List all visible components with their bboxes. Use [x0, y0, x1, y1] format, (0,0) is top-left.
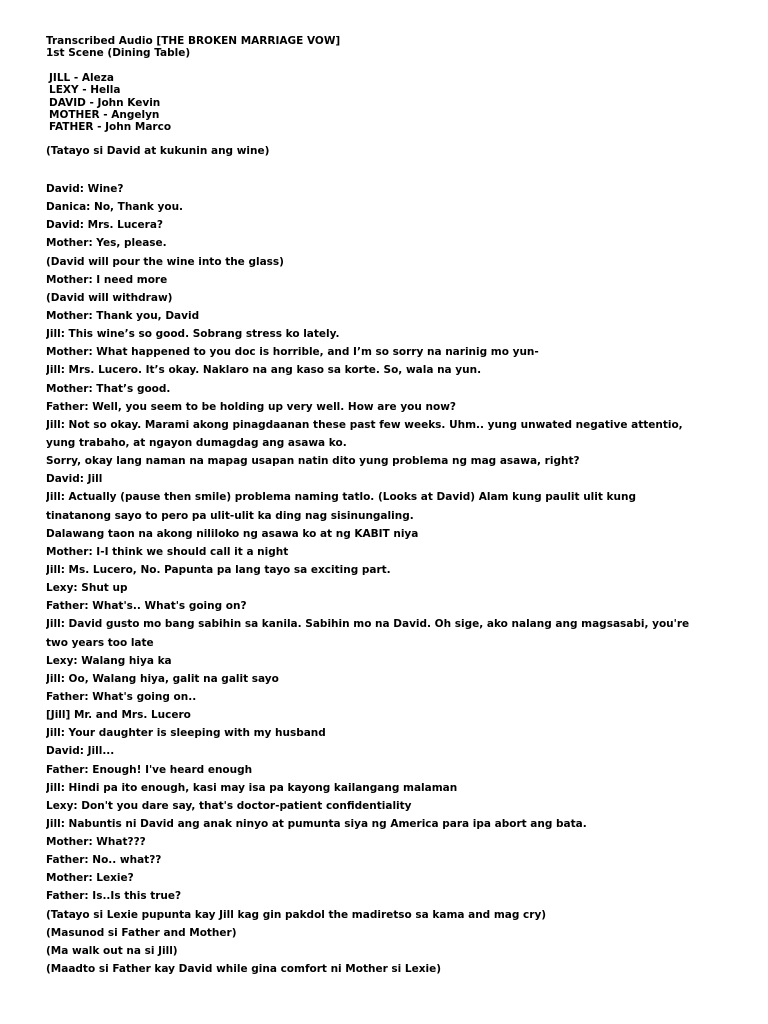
script-line: Father: Is..Is this true?	[46, 890, 182, 903]
script-line: David: Jill...	[46, 745, 115, 758]
script-line: Jill: Nabuntis ni David ang anak ninyo at pumunta siya ng America para ipa abort ang bata.	[46, 817, 587, 830]
script-line: yung trabaho, at ngayon dumagdag ang asawa ko.	[46, 436, 347, 449]
script-line: Mother: Thank you, David	[46, 309, 200, 322]
script-line: Jill: This wine’s so good. Sobrang stress ko lately.	[46, 328, 340, 341]
script-line: Father: Well, you seem to be holding up very well. How are you now?	[46, 400, 456, 413]
stage-direction-line: (Tatayo si Lexie pupunta kay Jill kag gin pakdol the madiretso sa kama and mag cry)	[46, 908, 547, 921]
cast-item: JILL - Aleza	[49, 72, 114, 84]
cast-item: MOTHER - Angelyn	[49, 108, 160, 121]
script-line: Dalawang taon na akong nililoko ng asawa ko at ng KABIT niya	[46, 527, 419, 540]
document-title: Transcribed Audio [THE BROKEN MARRIAGE VOW]	[46, 35, 341, 47]
script-line: Mother: I-I think we should call it a night	[46, 545, 289, 558]
script-line: Jill: David gusto mo bang sabihin sa kanila. Sabihin mo na David. Oh sige, ako nalang ang magsasabi, you're	[46, 618, 690, 631]
cast-list	[49, 72, 171, 133]
script-lines	[46, 180, 726, 978]
script-line: Jill: Actually (pause then smile) problema naming tatlo. (Looks at David) Alam kung paulit ulit kung	[46, 491, 636, 504]
script-line: Jill: Your daughter is sleeping with my husband	[46, 727, 326, 740]
script-line: Mother: Yes, please.	[46, 237, 167, 250]
script-line: Mother: What happened to you doc is horrible, and I’m so sorry na narinig mo yun-	[46, 346, 539, 359]
stage-direction-line: (David will withdraw)	[46, 291, 173, 304]
script-line: [Jill] Mr. and Mrs. Lucero	[46, 709, 191, 722]
script-line: Jill: Hindi pa ito enough, kasi may isa pa kayong kailangang malaman	[46, 781, 458, 794]
script-line: Father: No.. what??	[46, 854, 162, 867]
script-line: Sorry, okay lang naman na mapag usapan natin dito yung problema ng mag asawa, right?	[46, 455, 580, 468]
stage-direction-line: (Masunod si Father and Mother)	[46, 926, 237, 939]
cast-item: FATHER - John Marco	[49, 121, 172, 134]
script-line: Jill: Ms. Lucero, No. Papunta pa lang tayo sa exciting part.	[46, 563, 391, 576]
script-line: David: Jill	[46, 473, 103, 486]
script-line: Father: Enough! I've heard enough	[46, 763, 253, 776]
script-line: two years too late	[46, 636, 154, 649]
script-line: Jill: Not so okay. Marami akong pinagdaanan these past few weeks. Uhm.. yung unwated negative attentio,	[46, 418, 683, 431]
cast-item: DAVID - John Kevin	[49, 96, 161, 109]
script-line: Lexy: Don't you dare say, that's doctor-patient confidentiality	[46, 799, 412, 812]
script-line: Mother: Lexie?	[46, 872, 134, 885]
script-line: Father: What's.. What's going on?	[46, 600, 247, 613]
cast-item: LEXY - Hella	[49, 84, 121, 97]
scene-title: 1st Scene (Dining Table)	[46, 47, 191, 59]
script-line: David: Wine?	[46, 183, 124, 195]
script-line: Jill: Mrs. Lucero. It’s okay. Naklaro na ang kaso sa korte. So, wala na yun.	[46, 364, 482, 377]
script-line: tinatanong sayo to pero pa ulit-ulit ka ding nag sisinungaling.	[46, 509, 414, 522]
opening-stage-direction: (Tatayo si David at kukunin ang wine)	[46, 145, 270, 157]
script-line: Mother: What???	[46, 836, 146, 849]
stage-direction-line: (Ma walk out na si Jill)	[46, 944, 178, 957]
script-line: David: Mrs. Lucera?	[46, 219, 164, 232]
script-line: Mother: I need more	[46, 273, 168, 286]
stage-direction-line: (Maadto si Father kay David while gina comfort ni Mother si Lexie)	[46, 963, 442, 976]
document-header	[46, 35, 340, 59]
stage-direction-line: (David will pour the wine into the glass)	[46, 255, 284, 268]
script-line: Jill: Oo, Walang hiya, galit na galit sayo	[46, 672, 279, 685]
script-line: Lexy: Walang hiya ka	[46, 654, 172, 667]
script-line: Lexy: Shut up	[46, 582, 128, 595]
script-line: Mother: That’s good.	[46, 382, 171, 395]
script-line: Danica: No, Thank you.	[46, 201, 184, 214]
script-line: Father: What's going on..	[46, 690, 197, 703]
